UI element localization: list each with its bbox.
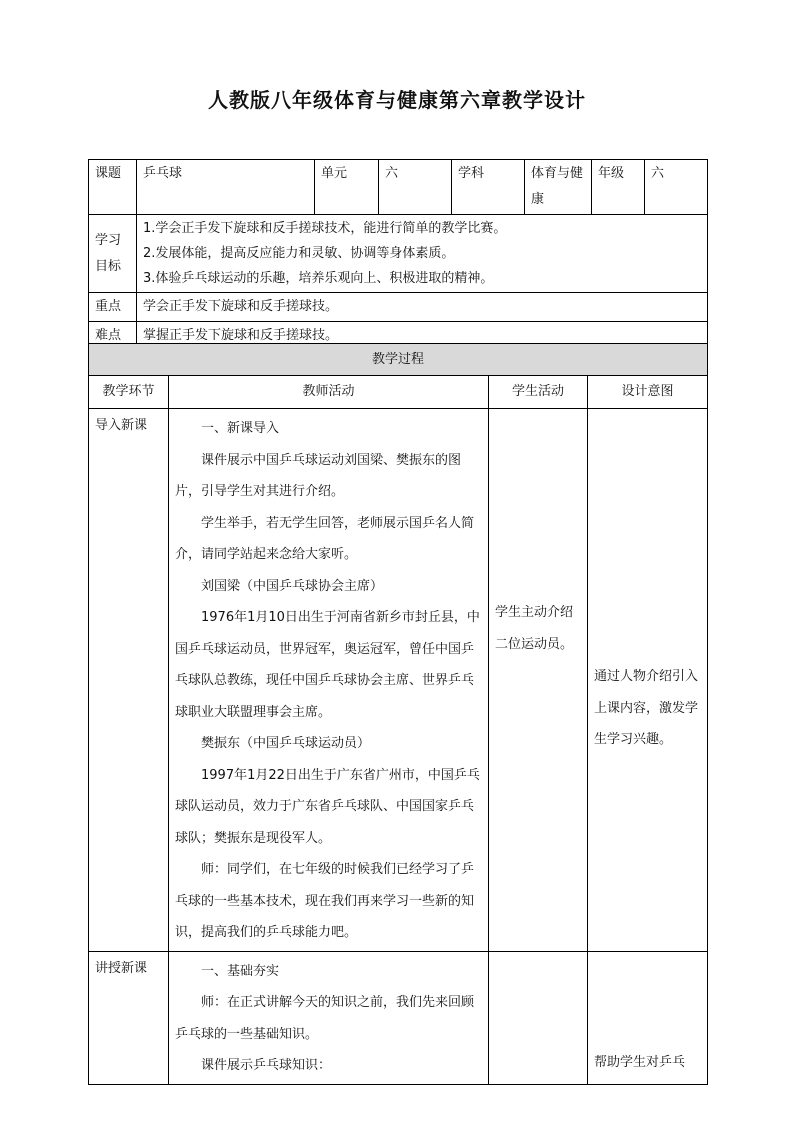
stage-cell: 导入新课 xyxy=(89,409,169,952)
teacher-paragraph: 樊振东（中国乒乓球运动员） xyxy=(201,736,371,751)
student-text: 学生主动介绍二位运动员。 xyxy=(495,605,574,652)
teacher-paragraph: 师：同学们，在七年级的时候我们已经学习了乒乓球的一些基本技术，现在我们再来学习一些新的知识，提高我们的乒乓球能力吧。 xyxy=(175,862,475,940)
teacher-paragraph: 1976年1月10日出生于河南省新乡市封丘县，中国乒乓球运动员，世界冠军，奥运冠军，曾任中国乒乓球队总教练，现任中国乒乓球协会主席、世界乒乓球职业大联盟理事会主席。 xyxy=(175,610,480,720)
grade-label: 年级 xyxy=(592,160,645,215)
objective-item: 1.学会正手发下旋球和反手搓球技术，能进行简单的教学比赛。 xyxy=(143,221,507,236)
objective-item: 2.发展体能，提高反应能力和灵敏、协调等身体素质。 xyxy=(143,246,455,261)
key-point-text: 学会正手发下旋球和反手搓球技。 xyxy=(137,293,708,322)
process-row-new xyxy=(89,951,708,1084)
process-banner: 教学过程 xyxy=(89,344,708,376)
design-intent xyxy=(588,409,708,952)
teacher-activity xyxy=(169,951,489,1084)
process-banner-row xyxy=(89,344,708,376)
grade-value: 六 xyxy=(645,160,708,215)
difficulty-text: 掌握正手发下旋球和反手搓球技。 xyxy=(137,322,708,351)
teacher-activity xyxy=(169,409,489,952)
header-intent: 设计意图 xyxy=(588,376,708,409)
subject-label: 学科 xyxy=(452,160,525,215)
teacher-paragraph: 一、基础夯实 xyxy=(201,963,280,979)
design-intent xyxy=(588,951,708,1084)
student-activity xyxy=(489,951,588,1084)
intent-text: 帮助学生对乒乓 xyxy=(594,1054,686,1070)
teacher-paragraph: 学生举手，若无学生回答，老师展示国乒名人简介，请同学站起来念给大家听。 xyxy=(175,515,475,562)
objective-item: 3.体验乒乓球运动的乐趣，培养乐观向上、积极进取的精神。 xyxy=(143,271,494,286)
key-point-row xyxy=(89,293,708,322)
intent-text: 通过人物介绍引入上课内容，激发学生学习兴趣。 xyxy=(594,669,699,747)
objectives-list xyxy=(137,215,708,293)
key-point-label: 重点 xyxy=(89,293,137,322)
page-title: 人教版八年级体育与健康第六章教学设计 xyxy=(208,88,586,112)
header-stage: 教学环节 xyxy=(89,376,169,409)
header-student: 学生活动 xyxy=(489,376,588,409)
teacher-paragraph: 师：在正式讲解今天的知识之前，我们先来回顾乒乓球的一些基础知识。 xyxy=(175,995,475,1042)
teacher-paragraph: 刘国梁（中国乒乓球协会主席） xyxy=(201,578,384,594)
teacher-paragraph: 一、新课导入 xyxy=(201,421,280,436)
teacher-paragraph: 1997年1月22日出生于广东省广州市，中国乒乓球队运动员，效力于广东省乒乓球队、中国国家乒乓球队；樊振东是现役军人。 xyxy=(175,767,480,846)
difficulty-label: 难点 xyxy=(89,322,137,351)
teacher-paragraph: 课件展示乒乓球知识： xyxy=(201,1058,332,1073)
objectives-row xyxy=(89,215,708,293)
topic-label: 课题 xyxy=(89,160,137,215)
lesson-info-table xyxy=(88,159,708,351)
unit-label: 单元 xyxy=(315,160,379,215)
stage-cell: 讲授新课 xyxy=(89,951,169,1084)
header-teacher: 教师活动 xyxy=(169,376,489,409)
objectives-label: 学习目标 xyxy=(89,215,137,293)
student-activity xyxy=(489,409,588,952)
info-row xyxy=(89,160,708,215)
topic-value: 乒乓球 xyxy=(137,160,315,215)
unit-value: 六 xyxy=(379,160,452,215)
process-row-intro xyxy=(89,409,708,952)
teaching-process-table xyxy=(88,343,708,1085)
process-header-row xyxy=(89,376,708,409)
subject-value: 体育与健康 xyxy=(525,160,592,215)
teacher-paragraph: 课件展示中国乒乓球运动刘国梁、樊振东的图片，引导学生对其进行介绍。 xyxy=(175,452,462,499)
